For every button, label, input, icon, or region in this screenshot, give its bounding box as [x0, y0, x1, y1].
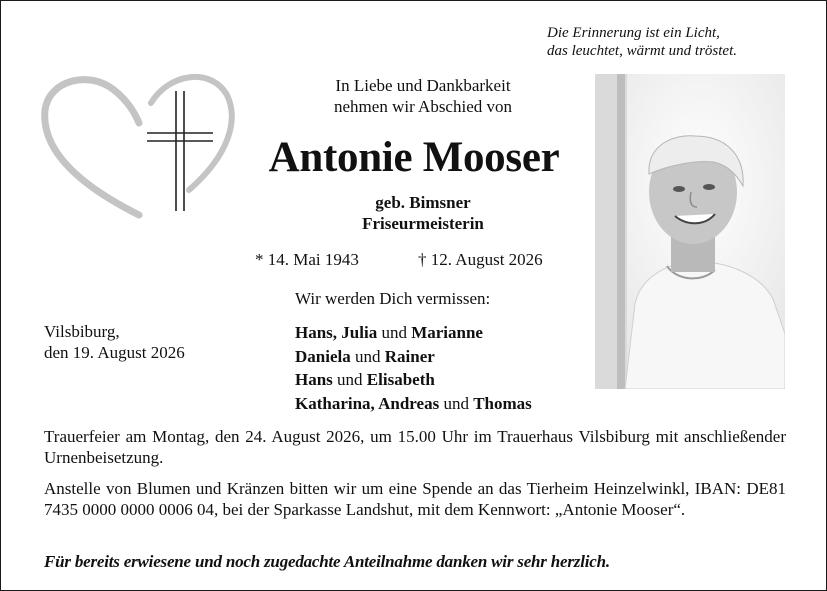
life-dates — [255, 249, 585, 270]
mourners-list — [295, 321, 532, 415]
mourner-name: Elisabeth — [366, 370, 435, 389]
intro-line-1: In Liebe und Dankbarkeit — [335, 76, 511, 95]
conjunction: und — [377, 323, 412, 342]
miss-you-text: Wir werden Dich vermissen: — [295, 289, 491, 308]
profession: Friseurmeisterin — [362, 214, 484, 233]
mourners-row — [295, 345, 532, 369]
quote-line-2: das leuchtet, wärmt und tröstet. — [547, 43, 737, 59]
heart-cross-icon — [39, 65, 239, 230]
memorial-quote — [547, 24, 787, 60]
deceased-details — [273, 192, 573, 234]
deceased-name: Antonie Mooser — [268, 134, 560, 181]
portrait-icon — [595, 74, 785, 389]
conjunction: und — [332, 370, 367, 389]
thanks-note: Für bereits erwiesene und noch zugedachte Anteilnahme danken wir sehr herzlich. — [44, 552, 610, 571]
quote-line-1: Die Erinnerung ist ein Licht, — [547, 25, 720, 41]
mourner-name: Thomas — [473, 393, 532, 413]
mourner-name: Rainer — [384, 346, 435, 366]
mourner-name: Marianne — [411, 323, 483, 342]
mourner-name: Hans — [295, 370, 333, 389]
place: Vilsbiburg, — [44, 322, 120, 341]
place-and-date — [44, 321, 185, 363]
mourners-row — [295, 368, 532, 392]
intro-text — [273, 75, 573, 117]
mourners-row — [295, 321, 532, 345]
donation-info: Anstelle von Blumen und Kränzen bitten wir um eine Spende an das Tierheim Heinzelwinkl, IBAN: DE81 7435 0000 0000 0006 04, bei der Sparkasse Landshut, mit dem Kennwort: „Antonie Mooser“. — [44, 479, 786, 519]
cross-icon — [147, 91, 213, 211]
conjunction: und — [350, 346, 385, 366]
mourner-name: Daniela — [295, 346, 351, 366]
funeral-info: Trauerfeier am Montag, den 24. August 2026, um 15.00 Uhr im Trauerhaus Vilsbiburg mit anschließender Urnenbeisetzung. — [44, 427, 786, 467]
heart-cross-emblem — [39, 65, 239, 230]
birth-date: * 14. Mai 1943 — [255, 250, 359, 269]
mourners-row — [295, 392, 532, 416]
portrait-photo — [595, 74, 785, 389]
birth-name: geb. Bimsner — [375, 193, 471, 212]
death-date: † 12. August 2026 — [418, 250, 543, 269]
conjunction: und — [439, 393, 474, 413]
heart-outline — [45, 80, 139, 215]
mourner-name: Katharina, Andreas — [295, 393, 440, 413]
notice-date: den 19. August 2026 — [44, 343, 185, 362]
mourner-name: Hans, Julia — [295, 323, 378, 342]
intro-line-2: nehmen wir Abschied von — [334, 97, 512, 116]
